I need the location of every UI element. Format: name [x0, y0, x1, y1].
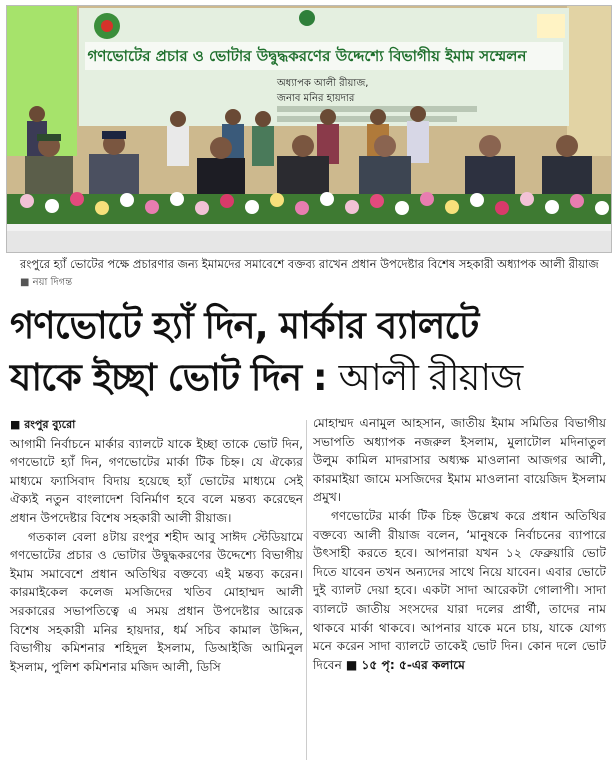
- paragraph: গতকাল বেলা ৪টায় রংপুর শহীদ আবু সাঈদ স্টেডিয়ামে গণভোটের প্রচার ও ভোটার উদ্বুদ্ধকরণের উদ্দেশ্যে বিভাগীয় ইমাম সমাবেশে প্রধান অতিথির বক্তব্যে এই মন্তব্য করেন। কারমাইকেল কলেজ মসজিদের খতিব মোহাম্মদ আলী সরকারের সভাপতিত্বে এ সময় প্রধান উপদেষ্টার আরেক বিশেষ সহকারী মনির হায়দার, ধর্ম সচিব কামাল উদ্দিন, বিভাগীয় কমিশনার শহিদুল ইসলাম, ডিআইজি আমিনুল ইসলাম, পুলিশ কমিশনার মজিদ আলী, ডিসি: [10, 529, 303, 674]
- flower-arrangement: [7, 192, 611, 224]
- caption-source: ■ নয়া দিগন্ত: [20, 277, 73, 288]
- paragraph: [313, 507, 606, 674]
- paragraph: আগামী নির্বাচনে মার্কার ব্যালটে যাকে ইচ্ছা তাকে ভোট দিন, গণভোটে হ্যাঁ দিন, গণভোটের মার্কা টিক চিহ্ন। যে ঐক্যের মাধ্যমে ফ্যাসিবাদ বিদায় হয়েছে হ্যাঁ ভোটের মাধ্যমে সেই ঐক্যই নতুন বাংলাদেশ বিনির্মাণ হবে বলে মন্তব্য করেছেন প্রধান উপদেষ্টার বিশেষ সহকারী আলী রীয়াজ।: [10, 436, 303, 525]
- article-column-1: [10, 416, 303, 676]
- headline-line-2-text: যাকে ইচ্ছা ভোট দিন :: [10, 356, 327, 399]
- banner-name-1: অধ্যাপক আলী রীয়াজ,: [277, 78, 369, 89]
- news-photo: [6, 5, 612, 253]
- event-photo-illustration: [7, 6, 611, 252]
- banner-title: গণভোটের প্রচার ও ভোটার উদ্বুদ্ধকরণের উদ্দেশ্যে বিভাগীয় ইমাম সম্মেলন: [87, 47, 527, 65]
- article-column-2: [313, 414, 606, 674]
- column-divider: [306, 420, 307, 760]
- paragraph-text: গণভোটের মার্কা টিক চিহ্ন উল্লেখ করে প্রধান অতিথির বক্তব্যে আলী রীয়াজ বলেন, ‘মানুষকে নির্বাচনের ব্যাপারে উৎসাহী করতে হবে। আপনারা যখন ১২ ফেব্রুয়ারি ভোট দিতে যাবেন তখন অন্যদের সাথে নিয়ে যাবেন। এবার ভোটে দুই ব্যালট দেয়া হবে। একটা সাদা আরেকটা গোলাপী। সাদা ব্যালটে জাতীয় সংসদের যারা দলের প্রার্থী, তাদের নাম থাকবে মার্কা থাকবে। আপনার যাকে মনে চায়, যাকে যোগ্য মনে করেন সাদা ব্যালটে তাকেই ভোট দিন। কোন দলে ভোট দিবেন: [313, 508, 606, 672]
- continued-reference: ■ ১৫ পৃ: ৫-এর কলামে: [345, 657, 465, 672]
- headline-line-2: [10, 355, 610, 401]
- photo-caption: [20, 256, 604, 291]
- headline-line-1: গণভোটে হ্যাঁ দিন, মার্কার ব্যালটে: [10, 304, 479, 347]
- banner-name-2: জনাব মনির হায়দার: [277, 93, 355, 104]
- dateline: ■ রংপুর ব্যুরো: [10, 418, 76, 431]
- caption-text: রংপুরে হ্যাঁ ভোটের পক্ষে প্রচারণার জন্য ইমামদের সমাবেশে বক্তব্য রাখেন প্রধান উপদেষ্টার বিশেষ সহকারী অধ্যাপক আলী রীয়াজ: [20, 257, 599, 271]
- headline-author: আলী রীয়াজ: [338, 356, 523, 399]
- paragraph: মোহাম্মদ এনামুল আহসান, জাতীয় ইমাম সমিতির বিভাগীয় সভাপতি অধ্যাপক নজরুল ইসলাম, মুলাটোল মদিনাতুল উলুম কামিল মাদরাসার অধ্যক্ষ মাওলানা আজগর আলী, কারমাইয়া জামে মসজিদের ইমাম মাওলানা বায়েজিদ ইসলাম প্রমুখ।: [313, 416, 606, 505]
